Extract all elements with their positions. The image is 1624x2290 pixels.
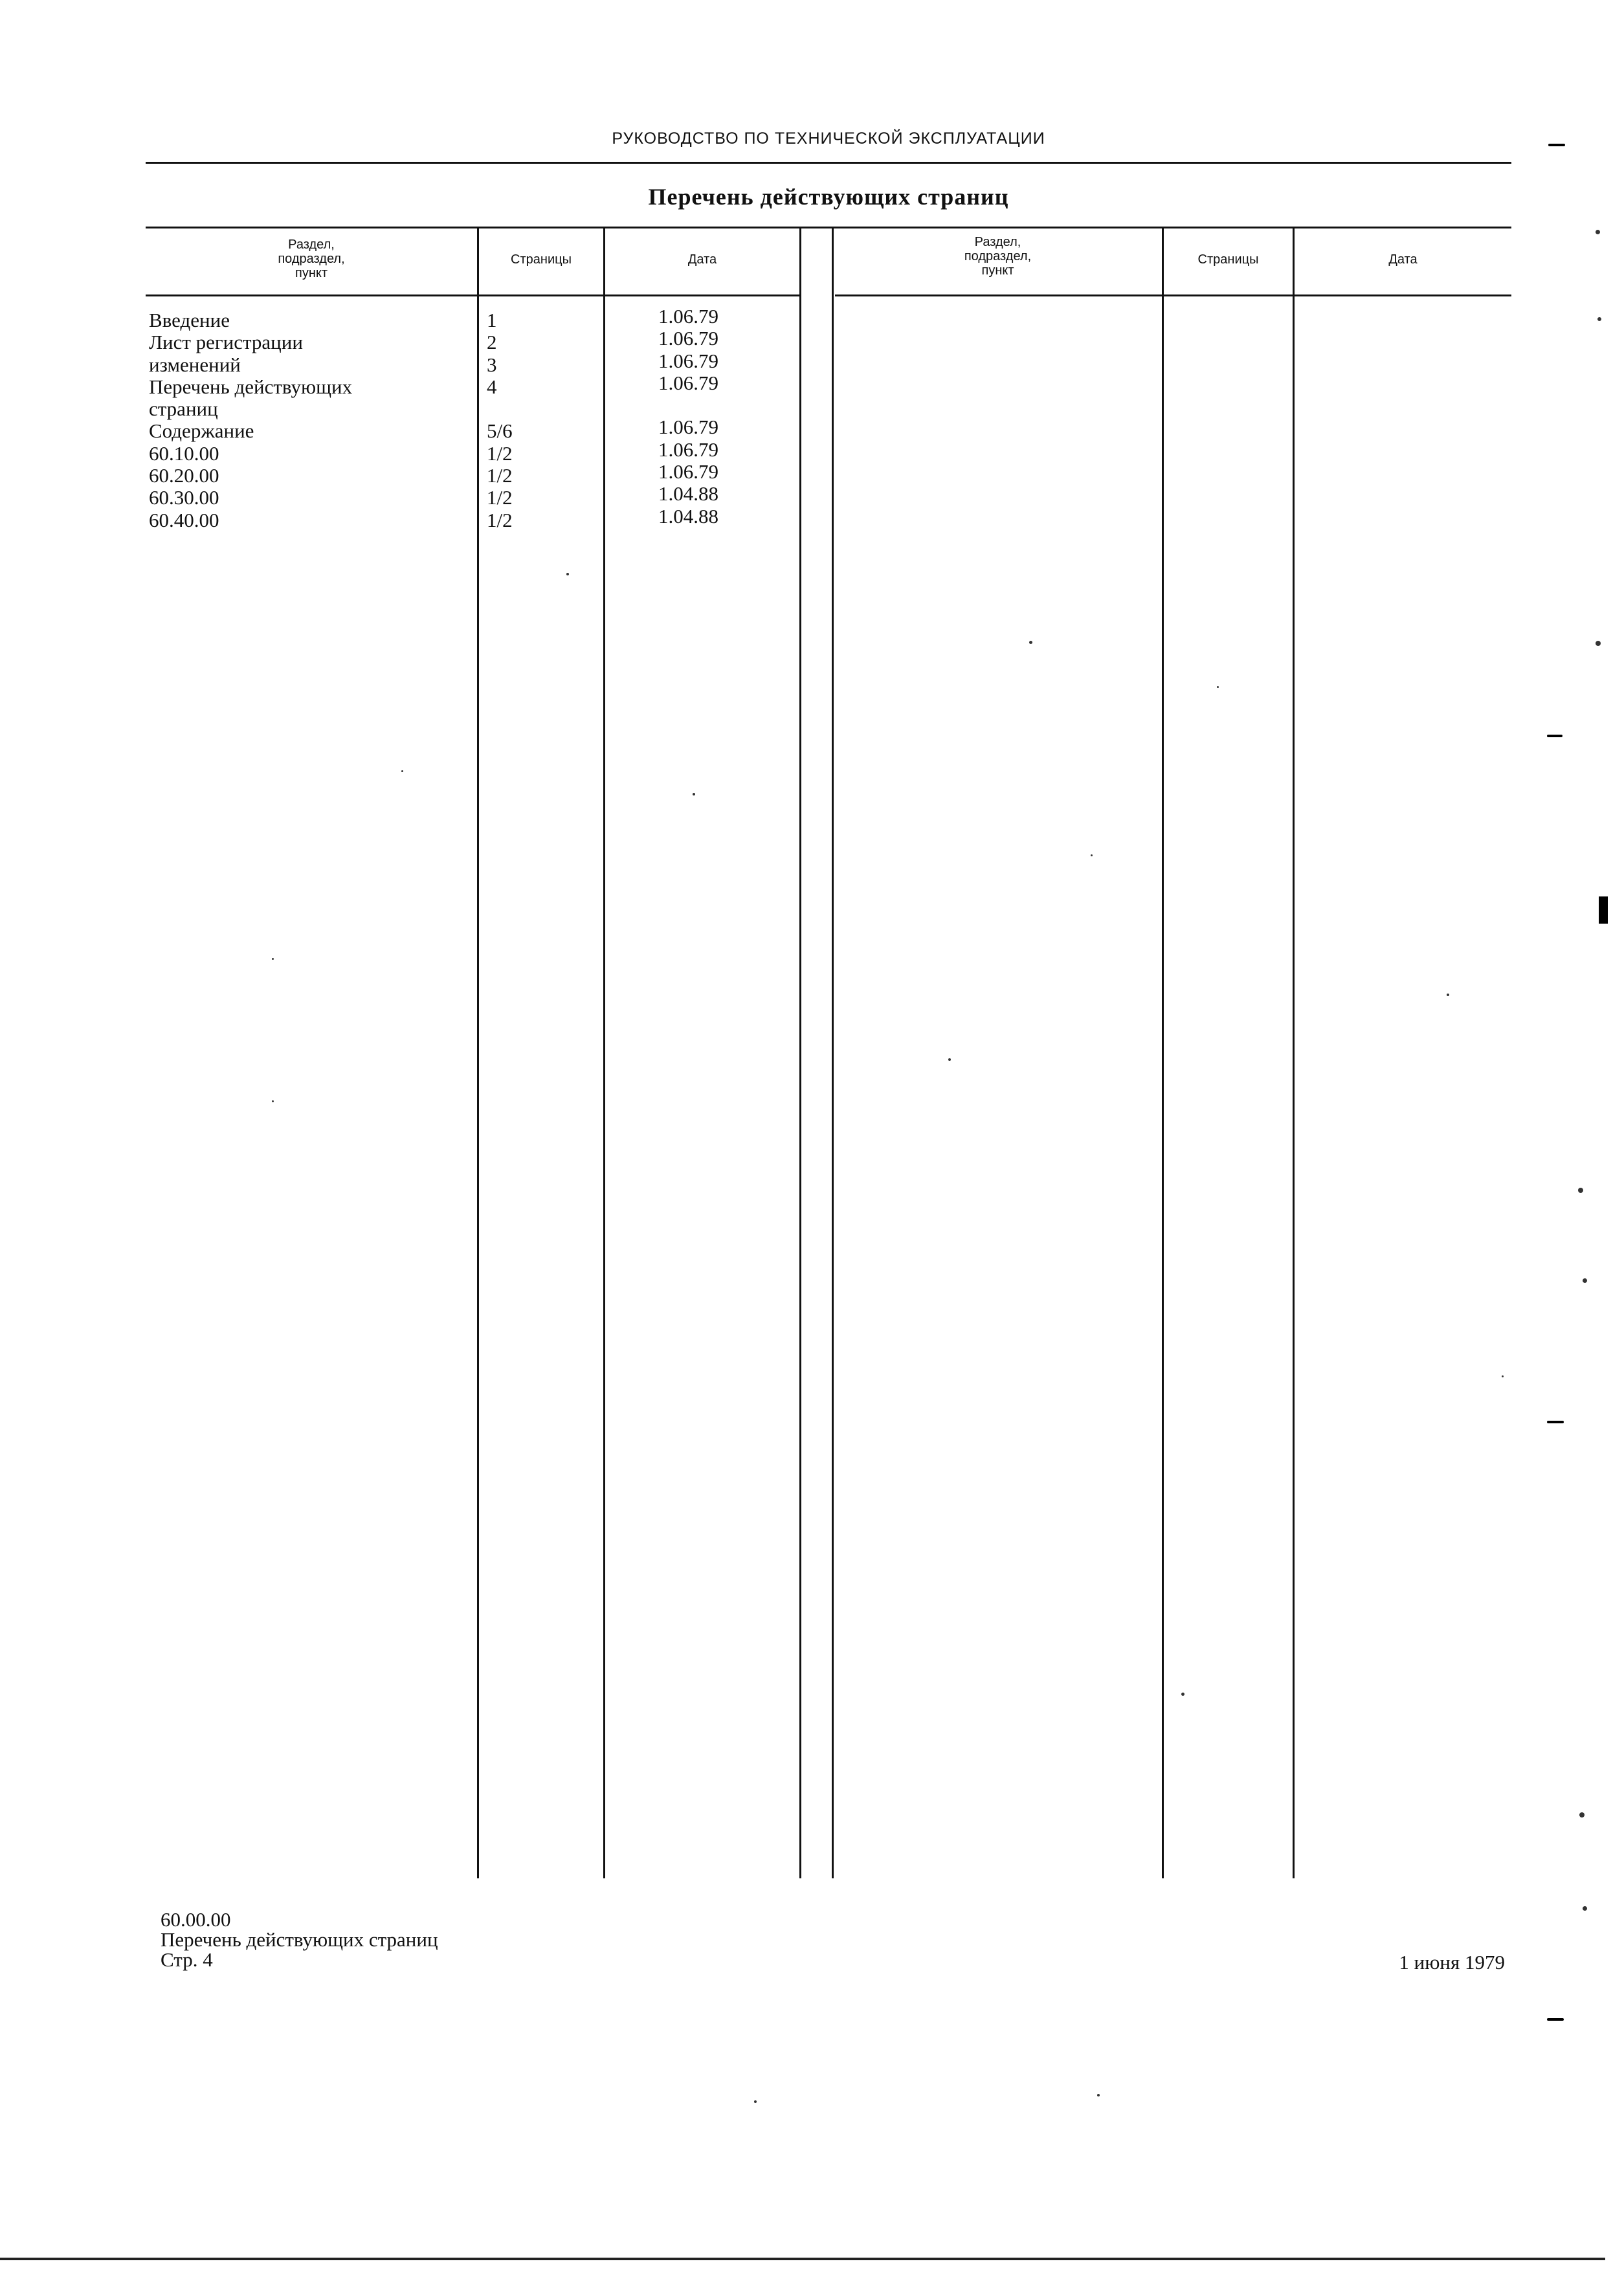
scan-speck	[1578, 1188, 1583, 1193]
table-row-date: 1.06.79	[658, 438, 718, 461]
scan-speck	[1097, 2094, 1100, 2096]
scan-smudge	[1547, 1421, 1564, 1423]
table-row-section: страниц	[149, 397, 218, 421]
table-row-date: 1.06.79	[658, 416, 718, 439]
pages-column	[487, 309, 513, 531]
scan-speck	[1596, 641, 1601, 646]
table-row-section: изменений	[149, 353, 241, 376]
table-row-section: Лист регистрации	[149, 331, 303, 354]
column-header-date: Дата	[1388, 252, 1418, 267]
page-title: Перечень действующих страниц	[648, 184, 1009, 210]
column-divider	[799, 228, 801, 1878]
table-row-section: 60.40.00	[149, 508, 219, 531]
scan-speck	[1181, 1693, 1185, 1696]
table-row-pages: 1/2	[487, 464, 513, 487]
table-row-date: 1.06.79	[658, 371, 718, 394]
table-row-section: Перечень действующих	[149, 375, 353, 398]
table-row-section: 60.20.00	[149, 464, 219, 487]
scan-speck	[1502, 1375, 1504, 1377]
table-row-date: 1.06.79	[658, 305, 718, 328]
table-row-date: 1.06.79	[658, 460, 718, 484]
scan-speck	[272, 958, 274, 960]
table-row-date: 1.04.88	[658, 504, 718, 528]
column-divider	[1162, 228, 1164, 1878]
scan-speck	[1583, 1278, 1587, 1283]
scan-speck	[272, 1100, 274, 1102]
scan-speck	[948, 1058, 951, 1061]
table-row-date: 1.06.79	[658, 349, 718, 372]
table-row-section: 60.30.00	[149, 486, 219, 509]
column-header-section: Раздел, подраздел, пункт	[964, 235, 1032, 278]
header-rule	[146, 162, 1511, 164]
table-row-pages: 1/2	[487, 441, 513, 465]
column-header-pages: Страницы	[511, 252, 572, 267]
table-top-rule	[146, 227, 1511, 228]
table-row-section: 60.10.00	[149, 441, 219, 465]
scan-speck	[401, 770, 403, 772]
table-row-pages: 5/6	[487, 419, 513, 443]
table-row-pages: 1/2	[487, 508, 513, 531]
column-divider	[603, 228, 605, 1878]
table-row-pages: 1/2	[487, 486, 513, 509]
scan-smudge	[1548, 144, 1565, 146]
footer-issue-date: 1 июня 1979	[1399, 1951, 1505, 1973]
scan-speck	[754, 2100, 757, 2103]
scan-speck	[1029, 641, 1032, 644]
table-row-pages: 1	[487, 309, 497, 331]
table-row-pages	[487, 398, 513, 420]
table-row-pages: 3	[487, 353, 497, 376]
footer-doc-number: 60.00.00	[161, 1908, 231, 1931]
column-divider	[477, 228, 479, 1878]
table-row-date: 1.06.79	[658, 327, 718, 350]
scan-speck	[1596, 230, 1600, 234]
column-header-pages: Страницы	[1197, 252, 1259, 267]
scan-speck	[1597, 317, 1601, 321]
scan-edge-line	[0, 2258, 1605, 2260]
scan-speck	[1091, 854, 1093, 856]
column-header-date: Дата	[687, 252, 717, 267]
table-row-date	[658, 394, 718, 416]
column-divider	[1293, 228, 1295, 1878]
table-row-pages: 4	[487, 375, 497, 398]
scan-speck	[693, 793, 695, 795]
table-row-section: Содержание	[149, 419, 254, 443]
scan-speck	[1217, 686, 1219, 688]
section-column	[149, 309, 352, 531]
running-header: РУКОВОДСТВО ПО ТЕХНИЧЕСКОЙ ЭКСПЛУАТАЦИИ	[612, 129, 1045, 148]
table-row-date: 1.04.88	[658, 482, 718, 506]
table-row-section: Введение	[149, 309, 230, 331]
column-divider	[832, 228, 834, 1878]
scan-smudge	[1599, 896, 1608, 924]
table-header-rule-right	[835, 295, 1511, 296]
scan-smudge	[1547, 735, 1563, 737]
date-column	[658, 306, 718, 528]
footer-doc-title: Перечень действующих страниц	[161, 1928, 438, 1951]
page-footer	[161, 1909, 438, 1970]
scan-speck	[1579, 1812, 1585, 1818]
scan-speck	[1583, 1906, 1587, 1911]
column-header-section: Раздел, подраздел, пункт	[278, 238, 345, 280]
footer-page-label: Стр. 4	[161, 1948, 213, 1971]
scan-smudge	[1547, 2018, 1564, 2021]
scan-speck	[566, 573, 569, 575]
table-header-rule-left	[146, 295, 799, 296]
scan-speck	[1447, 994, 1449, 996]
table-row-pages: 2	[487, 331, 497, 354]
